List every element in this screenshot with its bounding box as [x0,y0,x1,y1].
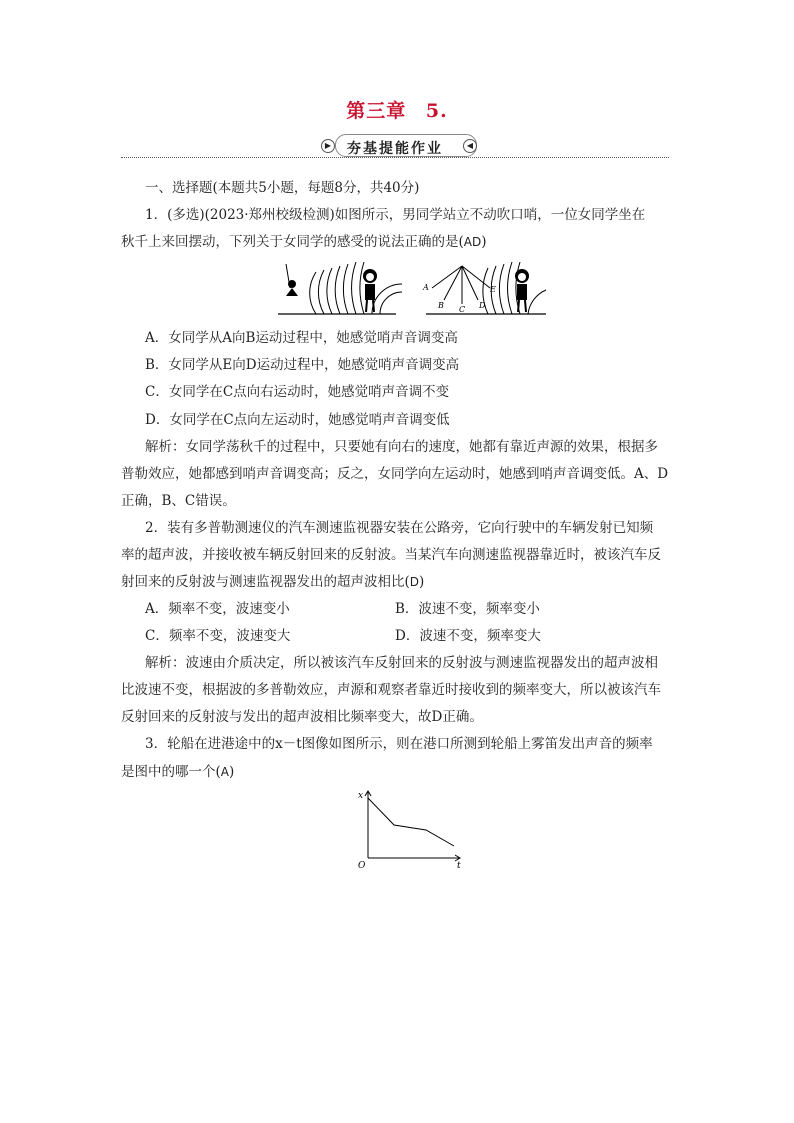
q2-line3 [121,572,424,592]
q1-option-d: D．女同学在C点向左运动时，她感觉哨声音调变低 [145,412,450,428]
q1-line2-prefix: 秋千上来回摆动，下列关于女同学的感受的说法正确的是( [121,234,464,250]
q2-option-b: B．波速不变，频率变小 [395,601,540,617]
banner-label: 夯基提能作业 [347,141,443,157]
play-left-icon: ◀ [463,139,477,153]
q2-option-a: A．频率不变，波速变小 [145,601,290,617]
q1-line1: 1．(多选)(2023·郑州校级检测)如图所示，男同学站立不动吹口哨，一位女同学坐在 [145,207,646,223]
origin-label: O [358,861,366,870]
q2-line2: 率的超声波，并接收被车辆反射回来的反射波。当某汽车向测速监视器靠近时，被该汽车反 [121,547,661,563]
q1-option-b: B．女同学从E向D运动过程中，她感觉哨声音调变高 [145,357,460,373]
q2-analysis-line2: 比波速不变，根据波的多普勒效应，声源和观察者靠近时接收到的频率变大，所以被该汽车 [121,682,661,698]
t-axis-label: t [457,861,461,870]
x-axis-label: x [358,791,364,801]
q2-analysis-line3: 反射回来的反射波与发出的超声波相比频率变大，故D正确。 [121,709,483,725]
q3-xt-graph [352,788,470,870]
q1-option-a: A．女同学从A向B运动过程中，她感觉哨声音调变高 [145,330,458,346]
q1-analysis-line3: 正确，B、C错误。 [121,493,236,509]
q3-line2-suffix: ) [229,764,235,780]
q1-line2 [121,232,487,252]
q1-answer: AD [463,235,482,249]
girl-on-swing-icon [286,264,298,296]
q1-figure-right [422,262,546,314]
xt-curve [368,798,454,846]
q1-figure-left [278,262,402,314]
boy-whistling-icon [515,269,529,312]
q2-option-c: C．频率不变，波速变大 [145,628,291,644]
banner [121,134,669,160]
q1-analysis-line1: 解析：女同学荡秋千的过程中，只要她有向右的速度，她都有靠近声源的效果，根据多 [145,439,658,455]
q1-figure [276,262,548,318]
q1-label-e: E [490,285,496,294]
q3-line2-prefix: 是图中的哪一个( [121,764,221,780]
play-right-icon: ▶ [321,139,335,153]
q1-label-a: A [423,283,429,292]
q1-label-d: D [479,301,486,310]
q2-line3-prefix: 射回来的反射波与测速监视器发出的超声波相比( [121,574,410,590]
q2-option-d: D．波速不变，频率变大 [395,628,541,644]
q3-line2 [121,762,234,782]
q3-line1: 3．轮船在进港途中的x－t图像如图所示，则在港口所测到轮船上雾笛发出声音的频率 [145,736,653,752]
q2-analysis-line1: 解析：波速由介质决定，所以被该汽车反射回来的反射波与测速监视器发出的超声波相 [145,655,658,671]
q1-label-c: C [459,305,466,314]
q2-line3-suffix: ) [419,574,425,590]
boy-whistling-icon [363,269,377,312]
q3-answer: A [220,765,229,779]
section-label: 5. [425,100,448,122]
q1-analysis-line2: 普勒效应，她都感到哨声音调变高；反之，女同学向左运动时，她感到哨声音调变低。A、D [121,466,669,482]
chapter-label: 第三章 [346,100,407,122]
q1-line2-suffix: ) [481,234,487,250]
page-title [0,96,794,123]
q2-line1: 2．装有多普勒测速仪的汽车测速监视器安装在公路旁，它向行驶中的车辆发射已知频 [145,520,654,536]
q1-label-b: B [438,301,444,310]
section-heading: 一、选择题(本题共5小题，每题8分，共40分) [145,180,420,196]
q2-answer: D [409,575,420,589]
q1-option-c: C．女同学在C点向右运动时，她感觉哨声音调不变 [145,384,450,400]
